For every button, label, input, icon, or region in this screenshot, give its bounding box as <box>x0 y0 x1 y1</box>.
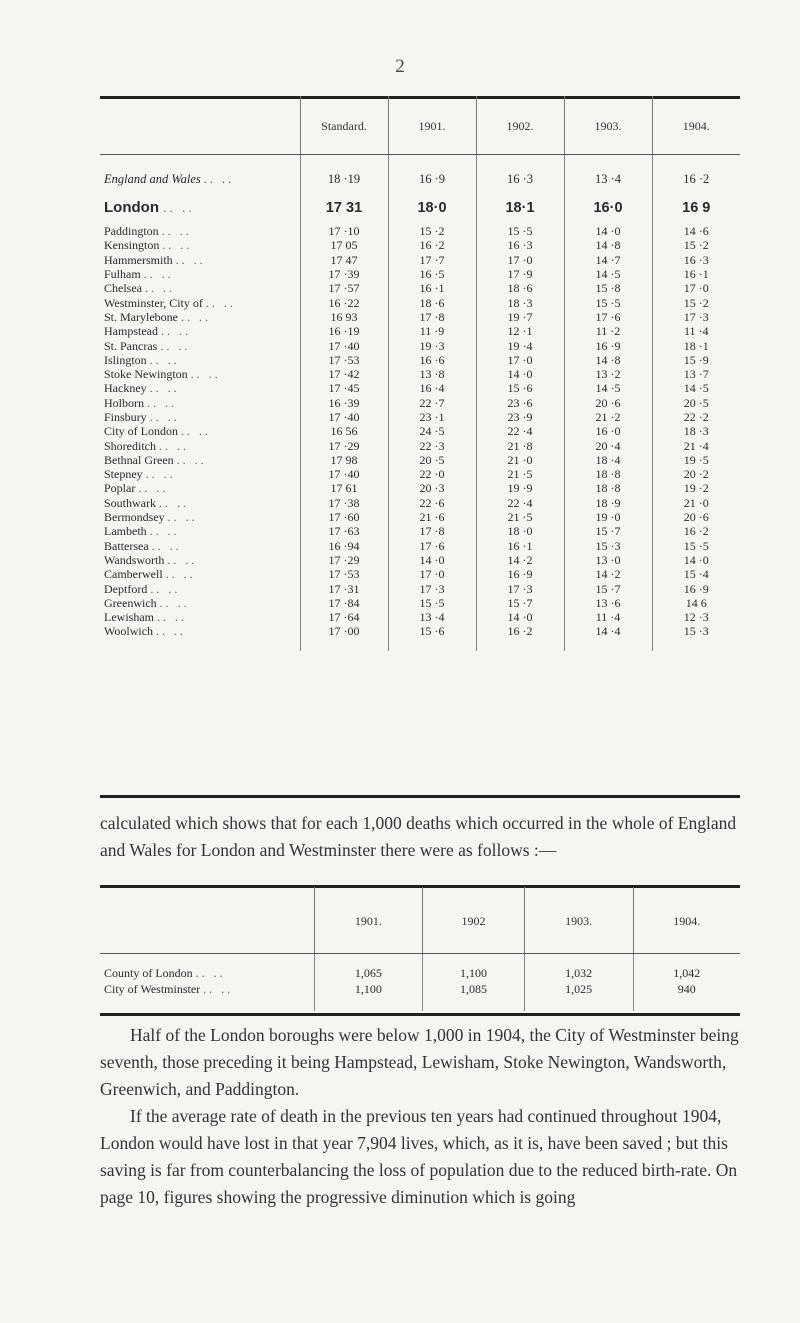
table-row <box>100 581 740 595</box>
table-row <box>100 539 740 553</box>
cell-1902: 15 ·6 <box>476 381 564 395</box>
cell-1901: 16 ·6 <box>388 353 476 367</box>
row-name: Poplar <box>104 481 136 496</box>
cell-1903: 14 ·7 <box>564 253 652 267</box>
row-name: Greenwich <box>104 595 157 610</box>
cell-1903: 18 ·8 <box>564 481 652 495</box>
row-name: Hampstead <box>104 324 158 339</box>
table2-spacer <box>100 955 740 965</box>
cell-1902: 16 ·2 <box>476 624 564 638</box>
table-row <box>100 267 740 281</box>
row-name: Holborn <box>104 395 144 410</box>
cell-standard: 16 ·94 <box>300 539 388 553</box>
row-name: Hackney <box>104 381 147 396</box>
cell-1902: 14 ·0 <box>476 367 564 381</box>
leader-dots: .. .. <box>143 267 174 282</box>
cell-1901: 17 ·6 <box>388 539 476 553</box>
cell-standard: 17 ·84 <box>300 596 388 610</box>
row-name: Stoke Newington <box>104 367 188 382</box>
leader-dots: .. .. <box>167 552 198 567</box>
cell-1904: 21 ·0 <box>652 496 740 510</box>
table-row <box>100 481 740 495</box>
cell-1902: 19 ·9 <box>476 481 564 495</box>
cell-1904: 15 ·4 <box>652 567 740 581</box>
cell-standard: 16 ·19 <box>300 324 388 338</box>
cell-1902: 19 ·4 <box>476 338 564 352</box>
table2-header-1901: 1901. <box>314 887 423 955</box>
cell-1902: 22 ·4 <box>476 424 564 438</box>
cell-standard: 17 ·63 <box>300 524 388 538</box>
cell-1904: 11 ·4 <box>652 324 740 338</box>
cell-1902: 12 ·1 <box>476 324 564 338</box>
intro-paragraph <box>100 810 740 864</box>
cell-1902: 15 ·5 <box>476 224 564 238</box>
cell-1901: 17 ·0 <box>388 567 476 581</box>
row-name: Lambeth <box>104 524 147 539</box>
cell-1904: 16 ·9 <box>652 581 740 595</box>
cell-1903: 14 ·0 <box>564 224 652 238</box>
intro-text: calculated which shows that for each 1,000 deaths which occurred in the whole of England and Wales for London and Westminster there were as follows :— <box>100 813 737 860</box>
leader-dots: .. .. <box>159 595 190 610</box>
table-row <box>100 253 740 267</box>
cell-1903: 14 ·5 <box>564 267 652 281</box>
table-row <box>100 324 740 338</box>
table-row <box>100 467 740 481</box>
cell-standard: 17 ·31 <box>300 581 388 595</box>
table-row <box>100 438 740 452</box>
leader-dots: .. .. <box>203 172 235 186</box>
cell-standard: 16 93 <box>300 310 388 324</box>
leader-dots: .. .. <box>149 524 180 539</box>
row-name: City of Westminster <box>104 981 201 996</box>
cell-1903: 13 ·2 <box>564 367 652 381</box>
cell-1902: 18·1 <box>476 192 564 224</box>
cell-1904: 20 ·5 <box>652 396 740 410</box>
cell-1904: 16 ·1 <box>652 267 740 281</box>
cell-1901: 13 ·8 <box>388 367 476 381</box>
cell-1901: 23 ·1 <box>388 410 476 424</box>
cell-1901: 16 ·2 <box>388 238 476 252</box>
leader-dots: .. .. <box>167 510 198 525</box>
leader-dots: .. .. <box>176 452 207 467</box>
table1-header-1902: 1902. <box>476 96 564 156</box>
table-row <box>100 567 740 581</box>
row-name: London <box>104 199 159 216</box>
row-name: St. Marylebone <box>104 309 178 324</box>
cell-1902: 21 ·5 <box>476 467 564 481</box>
table1-header-standard: Standard. <box>300 96 388 156</box>
table-row <box>100 238 740 252</box>
table-row <box>100 524 740 538</box>
row-name: Islington <box>104 352 147 367</box>
row-name: Paddington <box>104 224 159 239</box>
leader-dots: .. .. <box>138 481 169 496</box>
cell-standard: 16 56 <box>300 424 388 438</box>
cell-1904: 13 ·7 <box>652 367 740 381</box>
table-row <box>100 367 740 381</box>
leader-dots: .. .. <box>147 395 177 410</box>
cell-1904: 15 ·3 <box>652 624 740 638</box>
cell-1903: 16 ·9 <box>564 338 652 352</box>
table1-spacer <box>100 156 740 166</box>
cell-1901: 22 ·0 <box>388 467 476 481</box>
row-name: Shoreditch <box>104 438 156 453</box>
cell-1902: 21 ·8 <box>476 438 564 452</box>
deaths-per-thousand-table <box>100 887 740 1011</box>
cell-1903: 13 ·4 <box>564 166 652 192</box>
cell-1901: 15 ·2 <box>388 224 476 238</box>
cell-1903: 14 ·8 <box>564 238 652 252</box>
cell-standard: 17 ·38 <box>300 496 388 510</box>
cell-1904: 15 ·9 <box>652 353 740 367</box>
table2-tail <box>100 997 740 1011</box>
cell-1904: 18 ·1 <box>652 338 740 352</box>
cell-1904: 16 ·3 <box>652 253 740 267</box>
leader-dots: .. .. <box>181 309 211 324</box>
leader-dots: .. .. <box>190 367 221 382</box>
cell-standard: 16 ·39 <box>300 396 388 410</box>
row-name: Stepney <box>104 467 143 482</box>
cell-1902: 16 ·1 <box>476 539 564 553</box>
cell-standard: 17 ·64 <box>300 610 388 624</box>
cell-1903: 18 ·4 <box>564 453 652 467</box>
leader-dots: .. .. <box>160 324 191 339</box>
cell-1901: 22 ·7 <box>388 396 476 410</box>
row-name: Camberwell <box>104 567 163 582</box>
cell-1901: 18 ·6 <box>388 295 476 309</box>
leader-dots: .. .. <box>149 352 180 367</box>
cell-1902: 23 ·9 <box>476 410 564 424</box>
table-row <box>100 410 740 424</box>
table1-tail <box>100 639 740 651</box>
cell-1901: 22 ·6 <box>388 496 476 510</box>
cell-1904: 14 ·0 <box>652 553 740 567</box>
cell-1901: 17 ·8 <box>388 310 476 324</box>
cell-1901: 16 ·9 <box>388 166 476 192</box>
cell-1902: 18 ·6 <box>476 281 564 295</box>
table2-header-row <box>100 887 740 955</box>
leader-dots: .. .. <box>161 224 192 239</box>
cell-1902: 18 ·0 <box>476 524 564 538</box>
row-name: Bethnal Green <box>104 452 174 467</box>
cell-1902: 1,085 <box>423 981 525 997</box>
cell-1901: 20 ·5 <box>388 453 476 467</box>
cell-1903: 19 ·0 <box>564 510 652 524</box>
cell-1903: 1,025 <box>524 981 633 997</box>
cell-1903: 13 ·0 <box>564 553 652 567</box>
cell-standard: 17 61 <box>300 481 388 495</box>
cell-1902: 19 ·7 <box>476 310 564 324</box>
table-row <box>100 965 740 981</box>
leader-dots: .. .. <box>181 424 211 439</box>
cell-1903: 16 ·0 <box>564 424 652 438</box>
cell-1904: 21 ·4 <box>652 438 740 452</box>
death-rate-table <box>100 96 740 651</box>
leader-dots: .. .. <box>195 965 226 980</box>
cell-1902: 17 ·9 <box>476 267 564 281</box>
cell-standard: 18 ·19 <box>300 166 388 192</box>
row-name: Chelsea <box>104 281 142 296</box>
table-row <box>100 981 740 997</box>
cell-1903: 14 ·4 <box>564 624 652 638</box>
cell-standard: 17 ·57 <box>300 281 388 295</box>
cell-1903: 15 ·7 <box>564 581 652 595</box>
cell-1904: 20 ·2 <box>652 467 740 481</box>
cell-1904: 17 ·0 <box>652 281 740 295</box>
page-number: 2 <box>395 56 405 77</box>
table2-header-blank <box>100 887 314 955</box>
cell-1903: 11 ·2 <box>564 324 652 338</box>
leader-dots: .. .. <box>203 981 234 996</box>
cell-1902: 14 ·0 <box>476 610 564 624</box>
cell-1904: 15 ·2 <box>652 238 740 252</box>
table1-header-1903: 1903. <box>564 96 652 156</box>
cell-1901: 17 ·3 <box>388 581 476 595</box>
leader-dots: .. .. <box>150 581 181 596</box>
leader-dots: .. .. <box>145 467 176 482</box>
cell-standard: 17 47 <box>300 253 388 267</box>
cell-1901: 17 ·7 <box>388 253 476 267</box>
cell-standard: 17 ·40 <box>300 410 388 424</box>
cell-1902: 15 ·7 <box>476 596 564 610</box>
cell-standard: 17 ·40 <box>300 338 388 352</box>
cell-1903: 13 ·6 <box>564 596 652 610</box>
table-row <box>100 310 740 324</box>
cell-1904: 16 ·2 <box>652 524 740 538</box>
table-row <box>100 510 740 524</box>
cell-1903: 14 ·2 <box>564 567 652 581</box>
cell-1901: 21 ·6 <box>388 510 476 524</box>
cell-1901: 16 ·4 <box>388 381 476 395</box>
leader-dots: .. .. <box>151 538 182 553</box>
cell-1901: 18·0 <box>388 192 476 224</box>
row-name: County of London <box>104 965 193 980</box>
table-row <box>100 396 740 410</box>
cell-1901: 16 ·5 <box>388 267 476 281</box>
cell-1901: 15 ·6 <box>388 624 476 638</box>
cell-1904: 14 ·5 <box>652 381 740 395</box>
cell-standard: 17 98 <box>300 453 388 467</box>
cell-1902: 23 ·6 <box>476 396 564 410</box>
cell-1903: 15 ·7 <box>564 524 652 538</box>
cell-1902: 21 ·5 <box>476 510 564 524</box>
row-name: Finsbury <box>104 410 147 424</box>
cell-1903: 15 ·8 <box>564 281 652 295</box>
cell-1901: 13 ·4 <box>388 610 476 624</box>
row-name: Southwark <box>104 495 156 510</box>
cell-1903: 16·0 <box>564 192 652 224</box>
cell-1901: 1,065 <box>314 965 423 981</box>
cell-standard: 17 ·40 <box>300 467 388 481</box>
cell-1904: 1,042 <box>633 965 740 981</box>
cell-1902: 1,100 <box>423 965 525 981</box>
leader-dots: .. .. <box>159 495 189 510</box>
cell-1902: 16 ·9 <box>476 567 564 581</box>
body-text <box>100 1022 740 1211</box>
cell-1903: 20 ·6 <box>564 396 652 410</box>
cell-standard: 17 ·10 <box>300 224 388 238</box>
cell-1902: 17 ·0 <box>476 253 564 267</box>
cell-1901: 19 ·3 <box>388 338 476 352</box>
cell-1904: 940 <box>633 981 740 997</box>
cell-1901: 17 ·8 <box>388 524 476 538</box>
leader-dots: .. .. <box>149 381 180 396</box>
leader-dots: .. .. <box>162 238 193 253</box>
row-name: Kensington <box>104 238 160 253</box>
cell-standard: 17 ·42 <box>300 367 388 381</box>
paragraph-saved-lives: If the average rate of death in the previous ten years had continued throughout 1904, London would have lost in that year 7,904 lives, which, as it is, have been saved ; but this saving is far from counterbalancing the loss of population due to the reduced birth-rate. On page 10, figures showing the progressive diminution which is going <box>100 1106 738 1207</box>
table-row <box>100 295 740 309</box>
cell-standard: 17 ·60 <box>300 510 388 524</box>
cell-1902: 17 ·3 <box>476 581 564 595</box>
cell-1904: 20 ·6 <box>652 510 740 524</box>
cell-1903: 18 ·8 <box>564 467 652 481</box>
table1-header-1901: 1901. <box>388 96 476 156</box>
leader-dots: .. .. <box>165 567 196 582</box>
cell-1902: 17 ·0 <box>476 353 564 367</box>
cell-1904: 16 9 <box>652 192 740 224</box>
cell-1903: 11 ·4 <box>564 610 652 624</box>
cell-1901: 1,100 <box>314 981 423 997</box>
cell-1904: 22 ·2 <box>652 410 740 424</box>
table1-header-row <box>100 96 740 156</box>
cell-1904: 18 ·3 <box>652 424 740 438</box>
table-row <box>100 353 740 367</box>
cell-standard: 17 ·39 <box>300 267 388 281</box>
table1-header-blank <box>100 96 300 156</box>
table-row <box>100 624 740 638</box>
row-name: St. Pancras <box>104 338 158 353</box>
row-name: Westminster, City of <box>104 295 203 310</box>
cell-1901: 24 ·5 <box>388 424 476 438</box>
cell-1901: 20 ·3 <box>388 481 476 495</box>
row-name: Battersea <box>104 538 149 553</box>
cell-1901: 14 ·0 <box>388 553 476 567</box>
table2-bottom-rule <box>100 1013 740 1016</box>
cell-standard: 17 05 <box>300 238 388 252</box>
cell-1902: 16 ·3 <box>476 166 564 192</box>
table-row <box>100 424 740 438</box>
cell-1904: 14 ·6 <box>652 224 740 238</box>
table-row <box>100 281 740 295</box>
cell-1901: 16 ·1 <box>388 281 476 295</box>
leader-dots: .. .. <box>175 252 206 267</box>
table-row <box>100 553 740 567</box>
table-row-england-wales <box>100 166 740 192</box>
cell-1904: 15 ·5 <box>652 539 740 553</box>
table-row <box>100 610 740 624</box>
cell-1904: 16 ·2 <box>652 166 740 192</box>
cell-1904: 19 ·2 <box>652 481 740 495</box>
cell-standard: 16 ·22 <box>300 295 388 309</box>
cell-1904: 15 ·2 <box>652 295 740 309</box>
cell-1904: 14 6 <box>652 596 740 610</box>
cell-1903: 15 ·3 <box>564 539 652 553</box>
leader-dots: .. .. <box>145 281 175 296</box>
table2-header-1903: 1903. <box>524 887 633 955</box>
cell-1903: 17 ·6 <box>564 310 652 324</box>
table-row <box>100 496 740 510</box>
leader-dots: .. .. <box>149 410 180 424</box>
cell-1901: 11 ·9 <box>388 324 476 338</box>
cell-standard: 17 ·29 <box>300 438 388 452</box>
table1-header-1904: 1904. <box>652 96 740 156</box>
table-row <box>100 381 740 395</box>
table2-header-rule <box>100 953 740 954</box>
leader-dots: .. .. <box>160 338 191 353</box>
cell-standard: 17 31 <box>300 192 388 224</box>
cell-standard: 17 ·00 <box>300 624 388 638</box>
row-name: City of London <box>104 424 178 439</box>
cell-1901: 22 ·3 <box>388 438 476 452</box>
cell-1902: 14 ·2 <box>476 553 564 567</box>
leader-dots: .. .. <box>205 295 236 310</box>
cell-1902: 16 ·3 <box>476 238 564 252</box>
row-name: Hammersmith <box>104 252 173 267</box>
cell-1903: 20 ·4 <box>564 438 652 452</box>
cell-1902: 22 ·4 <box>476 496 564 510</box>
table1-header-rule <box>100 154 740 155</box>
row-name: Bermondsey <box>104 510 165 525</box>
cell-standard: 17 ·53 <box>300 567 388 581</box>
leader-dots: .. .. <box>163 201 195 215</box>
row-name: Woolwich <box>104 624 154 639</box>
table1-bottom-rule <box>100 795 740 798</box>
table2-header-1902: 1902 <box>423 887 525 955</box>
cell-1902: 18 ·3 <box>476 295 564 309</box>
row-name: Deptford <box>104 581 148 596</box>
paragraph-rankings: Half of the London boroughs were below 1,000 in 1904, the City of Westminster being seventh, those preceding it being Hampstead, Lewisham, Stoke Newington, Wandsworth, Greenwich, and Paddington. <box>100 1025 739 1099</box>
leader-dots: .. .. <box>156 624 187 639</box>
table2-header-1904: 1904. <box>633 887 740 955</box>
cell-1903: 15 ·5 <box>564 295 652 309</box>
cell-standard: 17 ·45 <box>300 381 388 395</box>
table-row <box>100 596 740 610</box>
cell-1903: 18 ·9 <box>564 496 652 510</box>
cell-standard: 17 ·29 <box>300 553 388 567</box>
cell-1901: 15 ·5 <box>388 596 476 610</box>
row-name: Wandsworth <box>104 552 165 567</box>
cell-1903: 14 ·8 <box>564 353 652 367</box>
row-name: Lewisham <box>104 610 154 625</box>
cell-1902: 21 ·0 <box>476 453 564 467</box>
cell-1904: 19 ·5 <box>652 453 740 467</box>
cell-1903: 14 ·5 <box>564 381 652 395</box>
table-row-london <box>100 192 740 224</box>
cell-1903: 21 ·2 <box>564 410 652 424</box>
table-row <box>100 453 740 467</box>
cell-1904: 12 ·3 <box>652 610 740 624</box>
cell-1904: 17 ·3 <box>652 310 740 324</box>
leader-dots: .. .. <box>157 610 187 625</box>
row-name: Fulham <box>104 267 141 282</box>
cell-standard: 17 ·53 <box>300 353 388 367</box>
leader-dots: .. .. <box>159 438 189 453</box>
row-name: England and Wales <box>104 172 201 186</box>
table-row <box>100 224 740 238</box>
cell-1903: 1,032 <box>524 965 633 981</box>
table-row <box>100 338 740 352</box>
